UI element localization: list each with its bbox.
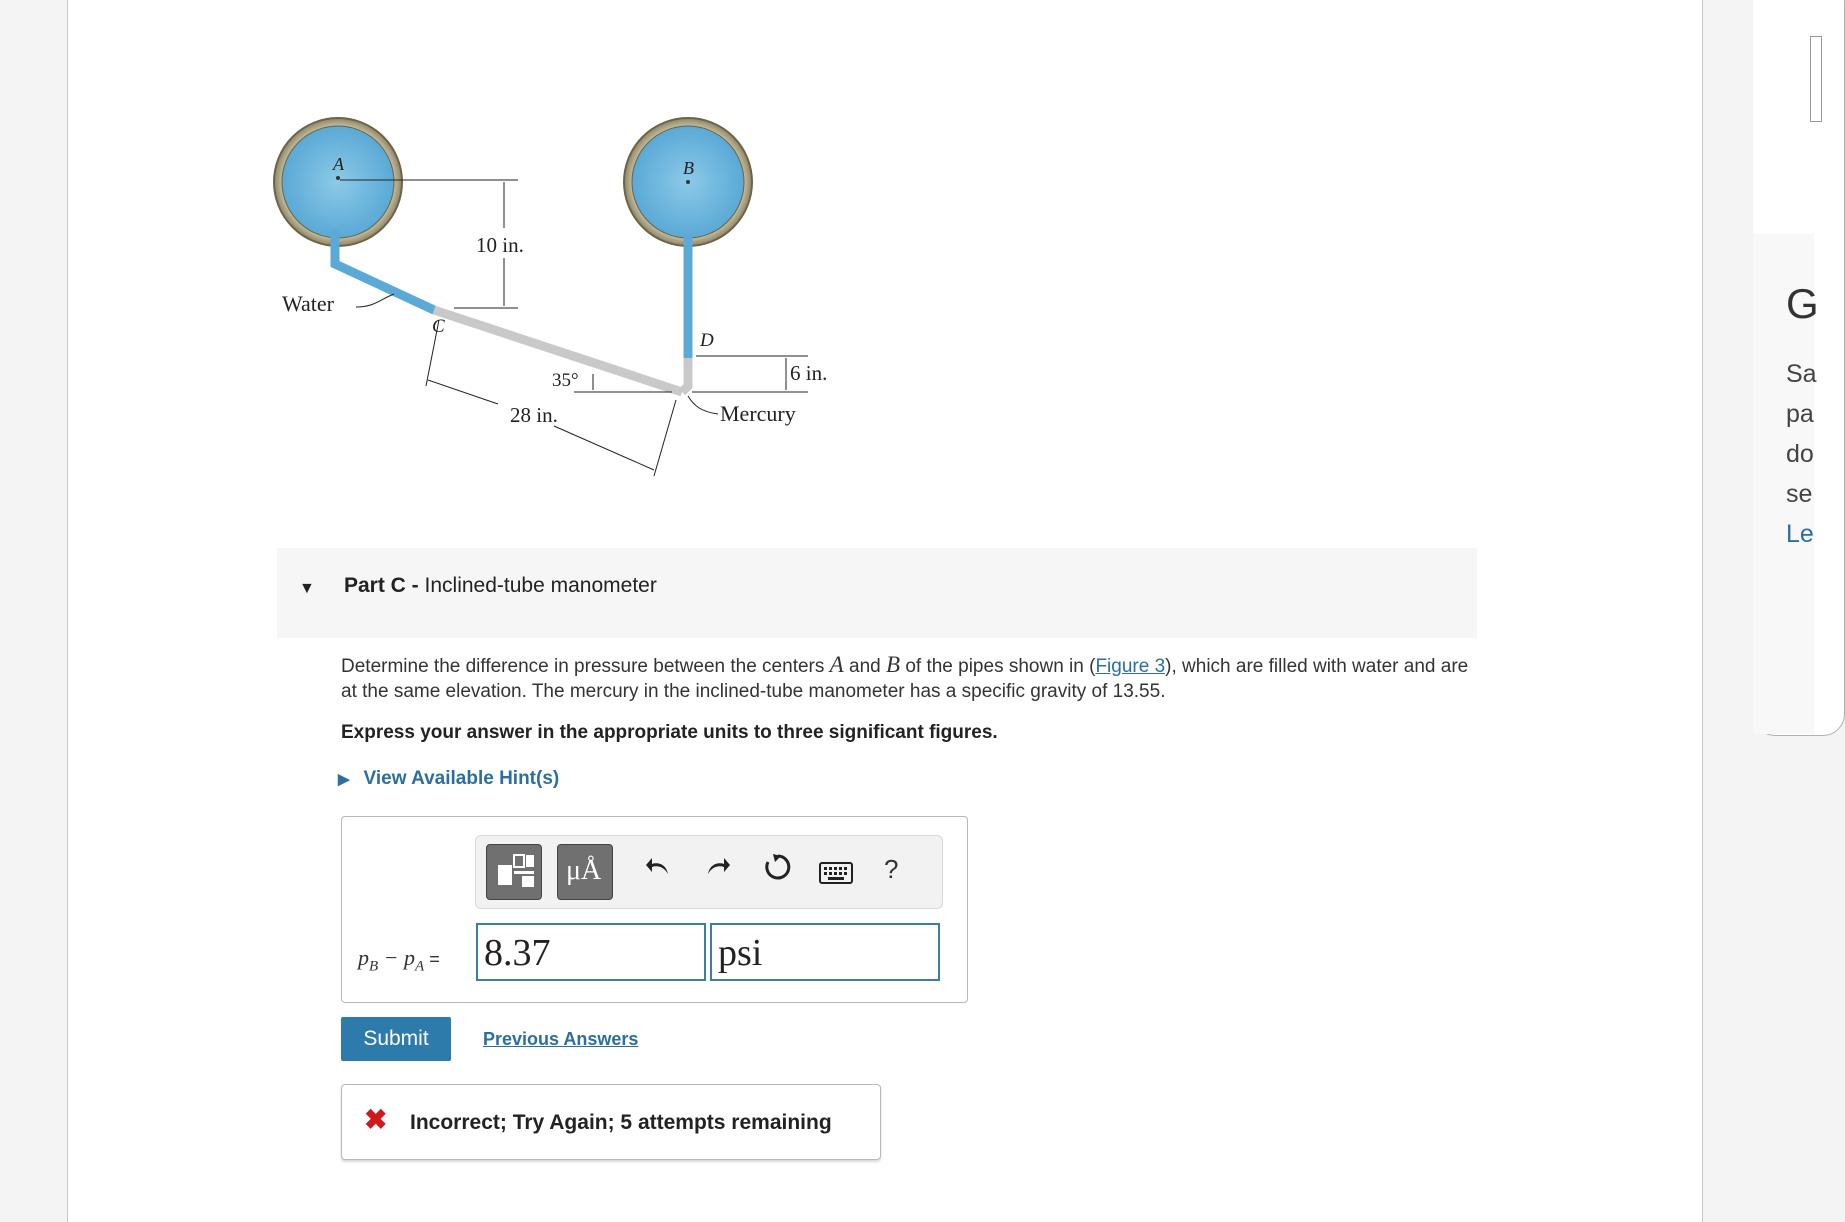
previous-answers-link[interactable]: Previous Answers — [483, 1029, 639, 1049]
lhs-equals: = — [424, 949, 440, 969]
part-label: Part C - — [344, 574, 419, 597]
lhs-p-b: p — [358, 945, 369, 970]
redo-icon[interactable] — [704, 852, 732, 888]
dim-28-ext-right — [654, 400, 676, 476]
units-button-label: μÅ — [566, 855, 602, 886]
hint-expand-icon: ▶ — [338, 771, 350, 788]
question-text-4: ), which are filled with water and are at the same elevation. The mercury in the inclined-tube manometer has a specific gravity of 13.55. — [341, 656, 1469, 702]
tube-mercury-bend — [682, 358, 688, 392]
reset-icon[interactable] — [763, 852, 793, 890]
side-card-top — [1753, 0, 1814, 234]
units-input[interactable]: psi — [710, 923, 940, 981]
manometer-figure — [274, 110, 854, 490]
side-learn-link[interactable]: Le — [1786, 520, 1814, 548]
mercury-leader — [688, 396, 718, 414]
side-line-3: do — [1786, 440, 1814, 468]
pipe-a — [282, 126, 394, 238]
side-line-2: pa — [1786, 400, 1814, 428]
question-text-2: and — [843, 656, 886, 677]
templates-button[interactable] — [486, 844, 542, 900]
part-title — [344, 574, 657, 598]
label-a: A — [333, 154, 344, 174]
pipe-b-center — [686, 180, 690, 184]
hint-label: View Available Hint(s) — [363, 768, 560, 789]
label-water: Water — [282, 291, 334, 316]
feedback-message: Incorrect; Try Again; 5 attempts remaining — [410, 1111, 832, 1134]
question-text-3: of the pipes shown in ( — [900, 656, 1096, 677]
templates-icon — [487, 845, 541, 899]
keyboard-icon[interactable] — [819, 858, 853, 892]
answer-box — [341, 816, 968, 1003]
figure-link[interactable]: Figure 3 — [1095, 656, 1166, 677]
label-d: D — [700, 330, 714, 351]
instruction-text: Express your answer in the appropriate units to three significant figures. — [341, 722, 998, 743]
lhs-minus: − p — [378, 945, 416, 970]
question-text — [341, 652, 1471, 704]
dim-28-line-a — [428, 380, 498, 404]
submit-button[interactable]: Submit — [341, 1017, 451, 1061]
dim-28-line-b — [554, 426, 654, 470]
water-leader — [356, 294, 394, 307]
var-b: B — [885, 652, 901, 677]
math-toolbar — [475, 835, 943, 909]
side-line-1: Sa — [1786, 360, 1817, 388]
pipe-a-center — [336, 176, 340, 180]
var-a: A — [829, 652, 844, 677]
side-table — [1810, 36, 1822, 122]
dim-10-label: 10 in. — [476, 233, 524, 257]
part-header[interactable] — [277, 548, 1477, 638]
incorrect-icon: ✖ — [364, 1104, 388, 1135]
collapse-caret-icon[interactable]: ▼ — [299, 580, 315, 597]
angle-label: 35° — [552, 370, 579, 391]
units-button[interactable] — [557, 844, 613, 900]
label-c: C — [432, 316, 445, 337]
side-heading: G — [1786, 280, 1819, 327]
dim-28-label: 28 in. — [510, 403, 558, 427]
value-input[interactable]: 8.37 — [476, 923, 706, 981]
answer-lhs — [358, 945, 440, 975]
label-b: B — [683, 158, 694, 178]
part-title-text: Inclined-tube manometer — [424, 574, 657, 597]
undo-icon[interactable] — [644, 852, 672, 888]
dim-6-label: 6 in. — [790, 361, 828, 385]
feedback-box — [341, 1084, 881, 1160]
side-line-4: se — [1786, 480, 1813, 508]
help-icon[interactable]: ? — [884, 854, 899, 884]
view-hints-link[interactable] — [338, 768, 559, 790]
question-text-1: Determine the difference in pressure between the centers — [341, 656, 830, 677]
lhs-sub-b: B — [369, 958, 379, 975]
label-mercury: Mercury — [720, 401, 796, 426]
lhs-sub-a: A — [415, 958, 425, 975]
